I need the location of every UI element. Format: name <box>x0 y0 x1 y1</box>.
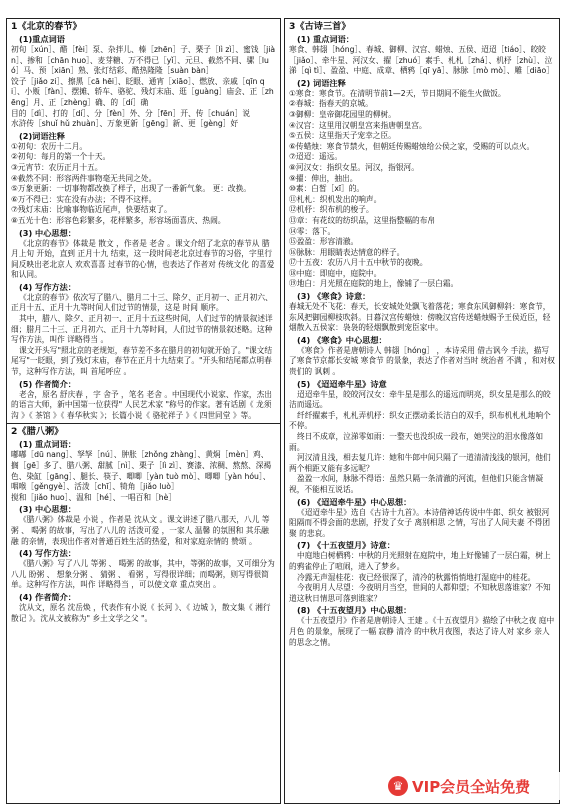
list-item: ③元宵节：农历正月十五。 <box>11 162 103 172</box>
list-item: ⑪札札：织机发出的响声。 <box>289 194 382 204</box>
list-item: ⑧河汉女：指织女星。河汉，指银河。 <box>289 162 419 172</box>
paragraph: 《腊八粥》体裁是 小说 ，作者是 沈从文 。课文讲述了腊八那天，八儿 等粥 、 喝粥 的故事，写出了八儿的 活泼可爱 ，一家人 温馨 的氛围和 其乐融融 的亲情，表现出作者对普通百姓生活的热爱，和对家庭亲情的 赞颂 。 <box>11 515 270 546</box>
list-item: ②春城：指春天的京城。 <box>289 99 373 109</box>
paragraph: 《腊八粥》写了八儿 等粥 、 喝粥 的故事，其中，等粥的故事，又可细分为八儿 盼粥 、 想象分粥 、 猜粥 、 看粥 ，写得很详细；而喝粥，则写得很简单。这种写作方法，叫作 详略得当 ，可以使文章 重点突出 。 <box>11 559 275 590</box>
paragraph: 课文开头写"照北京的老规矩，春节差不多在腊月的初旬就开始了。"课文结尾写"一眨眼，到了残灯末庙，春节在正月十九结束了。"开头和结尾都点明春节，这种写作方法，叫 首尾呼应 。 <box>11 345 273 377</box>
paragraph: 目的［dì］、打的［dí］、分［fèn］外、分［fēn］开、传［chuán］说 <box>11 108 251 118</box>
section-subheading: (2)词语注释 <box>19 130 65 141</box>
paragraph: 搅和［jiǎo huo］、温和［hé］、一唱百和［hè］ <box>11 492 177 502</box>
section-subheading: (1)重点词语 <box>19 34 65 44</box>
paragraph: 沈从文，原名 沈岳焕 ，代表作有小说《 长河 》、《 边城 》，散文集《 湘行散记 》。沈从文被称为" 乡土文学之父 "。 <box>11 602 271 623</box>
list-item: ⑦残灯末庙：比喻事物临近尾声，快要结束了。 <box>11 205 172 215</box>
right-column <box>284 18 560 804</box>
paragraph: 老舍，原名 舒庆春 ，字 舍予 ，笔名 老舍 。中国现代小说家、作家，杰出的语言大师，新中国第一位获得" 人民艺术家 "称号的作家。著有话剧《 龙须沟 》《 茶馆 》《 春华秋实 》；长篇小说《 骆驼祥子 》《 四世同堂 》等。 <box>11 389 272 420</box>
section-subheading: (6) 《迢迢牵牛星》中心思想： <box>297 496 412 507</box>
paragraph: 《十五夜望月》作者是唐朝诗人 王建 。《十五夜望月》描绘了中秋之夜 庭中 月色 的景象，展现了一幅 寂静 清冷 的中秋月夜图，表达了诗人对 家乡 亲人 的思念之情。 <box>289 616 555 647</box>
paragraph: 水浒传［shuǐ hǔ zhuàn］、万象更新［gēng］新、更［gèng］好 <box>11 119 239 129</box>
list-item: ⑤五侯：这里指天子宠幸之臣。 <box>289 131 396 141</box>
section-title: 1《北京的春节》 <box>11 21 82 32</box>
section-subheading: (3) 《寒食》诗意： <box>297 291 371 302</box>
vip-watermark <box>388 772 560 800</box>
section-subheading: (8) 《十五夜望月》中心思想： <box>297 605 412 616</box>
list-item: ③御柳：皇帝御花园里的柳树。 <box>289 109 396 119</box>
list-item: ⑰十五夜：农历八月十五中秋节的夜晚。 <box>289 258 428 268</box>
section-subheading: (1) 重点词语： <box>297 34 354 44</box>
paragraph: 河汉清且浅，相去复几许：她和牛郎中间只隔了一道清清浅浅的银河，他们两个相距又能有多远呢？ <box>289 453 551 473</box>
paragraph: 初旬［xún］、醋［fèi］泵、杂拌儿、榛［zhēn］子、栗子［lì zì］、蜜饯［jiàn］、掺和［chān huo］、麦芽糖、万不得已［yǐ］、元旦、截然不同、骡［luó］马、预［xiān］熟、张灯结彩、酷热隆隆［suàn bàn］ <box>11 45 276 76</box>
section-subheading: (7) 《十五夜望月》诗意： <box>297 540 395 551</box>
left-column <box>6 18 281 804</box>
list-item: ⑧五光十色：形容色彩繁多，花样繁多，形容场面喜庆、热闹。 <box>11 215 226 225</box>
paragraph: 盈盈一水间，脉脉不得语：虽然只隔一条清澈的河流，但他们只能含情凝视，不能相互说话。 <box>289 474 544 494</box>
list-item: ⑮盈盈：形容清澈。 <box>289 237 359 247</box>
paragraph: 中庭地白树栖鸦：中秋的月光照射在庭院中，地上好像铺了一层白霜，树上的鸦雀停止了喧闹，进入了梦乡。 <box>289 551 551 571</box>
paragraph: 《迢迢牵牛星》选自《古诗十九首》。本诗借神话传说中牛郎、织女 被银河阻隔而不得会面的悲剧，抒发了女子 离别相思 之情，写出了人间夫妻 不得团聚 的悲哀。 <box>289 507 551 538</box>
section-subheading: (2) 词语注释 <box>297 77 346 88</box>
paragraph: 搁［gē］多了、腊八粥、甜腻［nì］、栗子［lì zì］、赛漆、浓稠、熬熬、深褐色、染缸［gāng］、腿长、筷子、唧唧［yàn tuò mò］、唧唧［yàn hóu］、咽喉［gěngyè］、活泼［chī］、犄角［jiǎo luò］ <box>11 461 272 492</box>
paragraph: 终日不成章，泣涕零如雨：一整天也没织成一段布，她哭泣的泪水像落如雨。 <box>289 432 544 452</box>
paragraph: 《北京的春节》体裁是 散文 ，作者是 老舍 。课文介绍了北京的春节从 腊月上旬 开始，直到 正月十九 结束，这一段时间老北京过春节的习俗，字里行间反映出老北京人 欢欢喜喜 过春节的心情，也表达了作者对 传统文化 的喜爱和认同。 <box>11 238 275 280</box>
section-subheading: (4) 写作方法： <box>19 548 76 559</box>
list-item: ⑫机杼：织布机的梭子。 <box>289 205 374 215</box>
list-item: ⑯脉脉：用眼睛表达情意的样子。 <box>289 247 405 257</box>
paragraph: 《寒食》作者是唐朝诗人 韩翃［hóng］ ，本诗采用 借古讽今 手法，描写了寒食节京都长安城 寒食节 的景象，表达了作者对当时 统治者 不满 ，和对权贵们的 讽刺 。 <box>289 345 555 377</box>
list-item: ④截然不同：形容两件事物毫无共同之处。 <box>11 173 157 183</box>
list-item: ⑦迢迢：遥远。 <box>289 152 343 162</box>
list-item: ⑭零：落下。 <box>289 226 336 236</box>
section-subheading: (3) 中心思想： <box>19 504 76 515</box>
paragraph: 饺子［jiǎo zi］、擦黑［cā hēi］、眨眼、通宵［xiāo］、燃放、亲戚［qīn qi］、小贩［fàn］、摆摊、轿车、骆驼、残灯末庙、逛［guàng］庙会、正［zhēng］月、正［zhèng］确、的［dí］确 <box>11 76 274 107</box>
section-divider <box>7 423 280 424</box>
section-subheading: (5) 《迢迢牵牛星》诗意 <box>297 378 387 389</box>
list-item: ⑩素：白皙［xī］的。 <box>289 184 365 194</box>
paragraph: 今夜明月人尽望：今夜明月当空，世间的人都仰望；不知秋思落谁家？不知道这秋日情思可落到谁家？ <box>289 583 551 603</box>
list-item: ⑲地白：月光照在庭院的地上，像铺了一层白霜。 <box>289 279 459 289</box>
paragraph: 寒食、韩翃［hóng］、春城、御柳、汉宫、蜡烛、五侯、迢迢［tiáo］、皎皎［jiǎo］、牵牛星、河汉女、擢［zhuó］素手、札札［zhá］、机杼［zhù］、泣涕［qì tì］、盈盈、中庭、成章、栖鸦［qī yā］、脉脉［mò mò］、雕［diāo］ <box>289 45 554 76</box>
list-item: ⑱中庭：即庭中，庭院中。 <box>289 268 382 278</box>
list-item: ①寒食：寒食节。在清明节前1—2天，节日期间不能生火做饭。 <box>289 88 506 98</box>
list-item: ⑨擢：伸出，抽出。 <box>289 173 358 183</box>
section-subheading: (3) 中心思想： <box>19 227 76 238</box>
section-subheading: (1) 重点词语： <box>19 439 76 450</box>
section-title: 3《古诗三首》 <box>289 21 351 32</box>
paragraph: 春城无处不飞花：春天，长安城处处飘飞着落花；寒食东风御柳斜：寒食节，东风把御园柳枝吹斜。日暮汉宫传蜡烛：傍晚汉宫传送蜡烛赐予王侯近臣，轻烟散入五侯家：袅袅的轻烟飘散到宠臣家中。 <box>289 302 551 333</box>
list-item: ⑤万象更新：一切事物都改换了样子，出现了一番新气象。 更：改换。 <box>11 184 251 194</box>
paragraph: 嘟嘟［dū nang］、孥孥［nú］、肿胀［zhǒng zhàng］、黄焖［mèn］鸡、 <box>11 450 269 460</box>
list-item: ⑥万不得已：实在没有办法；不得不这样。 <box>11 194 157 204</box>
list-item: ⑬章：有花纹的纺织品，这里指整幅的布帛 <box>289 215 436 225</box>
list-item: ①初旬：农历十二月。 <box>11 141 88 151</box>
list-item: ②初旬：每月的第一个十天。 <box>11 152 111 162</box>
section-subheading: (5) 作者简介： <box>19 378 76 389</box>
list-item: ⑥传蜡烛：寒食节禁火，但朝廷传赐蜡烛给公侯之家，受赐的可以点火。 <box>289 141 535 151</box>
paragraph: 其中，腊八、除夕、正月初一、正月十五这些时间，人们过节的情景叙述详细；腊月二十三、正月初六、正月十九等时间，人们过节的情景叙述略。这种写作方法，叫作 详略得当 。 <box>11 314 273 345</box>
section-subheading: (4) 写作方法： <box>19 281 76 292</box>
paragraph: 纤纤擢素手，札札弄机杼：织女正摆动柔长洁白的双手，织布机札札地响个不停。 <box>289 410 551 431</box>
list-item: ④汉宫：这里用汉朝皇宫来指唐朝皇宫。 <box>289 120 427 130</box>
crown-icon: ♛ <box>388 776 408 796</box>
paragraph: 迢迢牵牛星，皎皎河汉女：牵牛星是那么的遥远而明亮，织女星是那么的皎洁而遥远。 <box>289 389 551 410</box>
section-title: 2《腊八粥》 <box>11 426 64 438</box>
paragraph: 冷露无声湿桂花：夜已经很深了，清冷的秋露悄悄地打湿庭中的桂花。 <box>297 572 536 582</box>
vip-watermark-text: VIP会员全站免费 <box>412 777 531 796</box>
section-subheading: (4) 《寒食》中心思想： <box>297 334 387 345</box>
paragraph: 《北京的春节》依次写了腊八、腊月二十三、除夕、正月初一、正月初六、正月十五、正月十九等时间人们过节的情景，这是 时间 顺序。 <box>11 292 273 313</box>
section-subheading: (4) 作者简介： <box>19 591 76 602</box>
